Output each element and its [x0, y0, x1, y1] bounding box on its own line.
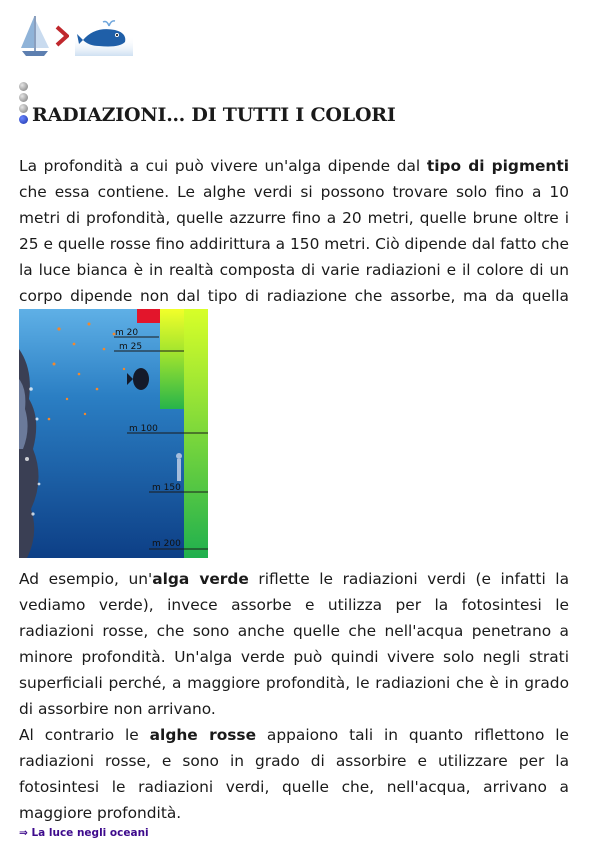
- sailboat-icon[interactable]: [19, 15, 51, 57]
- bold-term: tipo di pigmenti: [426, 157, 570, 175]
- bold-term: alga verde: [152, 570, 249, 588]
- depth-label: m 200: [152, 539, 181, 549]
- section-heading: [19, 82, 396, 126]
- depth-label: m 150: [152, 483, 181, 493]
- text: appaiono tali in quanto riflettono le radiazioni rosse, e sono in grado di assorbire e utilizzare per la fotosintesi le radiazioni verdi, quelle che, nell'acqua, arrivano a maggiore profondità.: [19, 726, 570, 822]
- breadcrumb-nav: [19, 14, 133, 58]
- text: Ad esempio, un': [19, 570, 153, 588]
- depth-label: m 100: [129, 424, 158, 434]
- bold-term: alghe rosse: [149, 726, 257, 744]
- link-ocean-light[interactable]: ⇒ La luce negli oceani: [19, 827, 149, 839]
- whale-icon[interactable]: [75, 16, 133, 56]
- paragraph-green-algae: [19, 566, 569, 722]
- depth-label: m 25: [119, 342, 143, 352]
- text: La profondità a cui può vivere un'alga dipende dal: [19, 157, 427, 175]
- chevron-right-icon: [55, 25, 69, 47]
- bullet-dots-icon: [19, 82, 28, 124]
- page-title: RADIAZIONI… DI TUTTI I COLORI: [32, 104, 396, 126]
- text: riflette le radiazioni verdi (e infatti la vediamo verde), invece assorbe e utilizza per la fotosintesi le radiazioni rosse, che sono anche quelle che nell'acqua penetrano a minore profondità. Un'alga verde può quindi vivere solo negli strati superficiali perché, a maggiore profondità, le radiazioni che è in grado di assorbire non arrivano.: [19, 570, 569, 718]
- text: che essa contiene. Le alghe verdi si possono trovare solo fino a 10 metri di profondità, quelle azzurre fino a 20 metri, quelle brune oltre i 25 e quelle rosse fino addirittura a 150 metri. Ciò dipende dal fatto che la luce bianca è in realtà composta di varie radiazioni e il colore di un corpo dipende non dal tipo di radiazione che assorbe, ma da quella: [19, 183, 569, 305]
- depth-label: m 20: [115, 328, 139, 338]
- underwater-depth-photo: [19, 309, 208, 558]
- paragraph-intro: [19, 153, 569, 335]
- text: Al contrario le: [19, 726, 150, 744]
- paragraph-red-algae: [19, 722, 569, 826]
